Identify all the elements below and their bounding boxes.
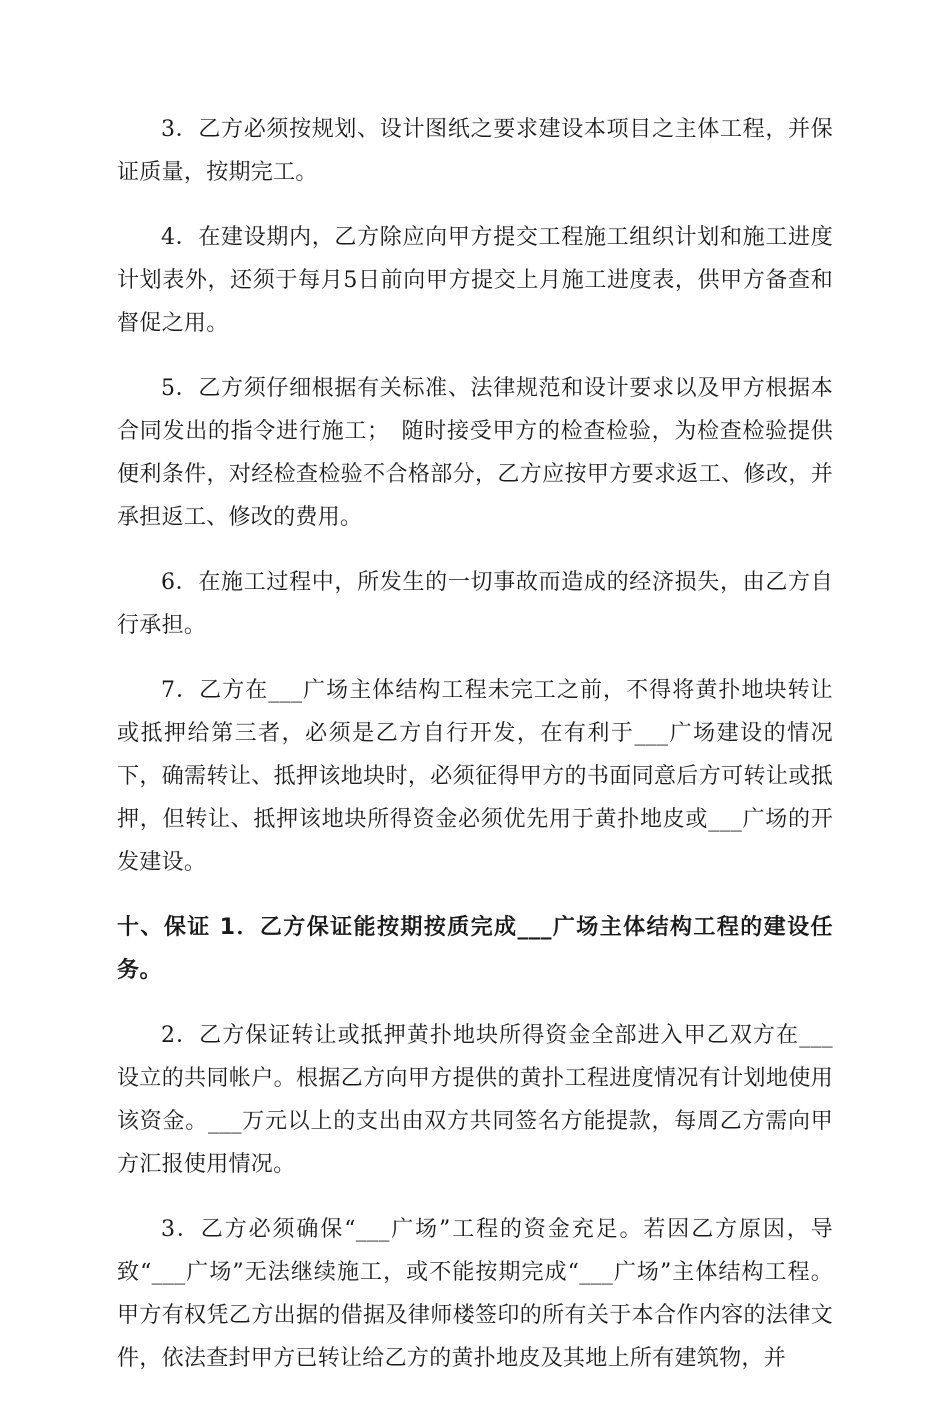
clause-9-5: 5．乙方须仔细根据有关标准、法律规范和设计要求以及甲方根据本合同发出的指令进行施工； 随时接受甲方的检查检验，为检查检验提供便利条件，对经检查检验不合格部分，乙方应按甲方要求返工、修改，并承担返工、修改的费用。 [117, 376, 833, 530]
section-10-heading: 十、保证 1．乙方保证能按期按质完成___广场主体结构工程的建设任务。 [117, 915, 833, 983]
clause-9-7: 7．乙方在___广场主体结构工程未完工之前，不得将黄扑地块转让或抵押给第三者，必须是乙方自行开发，在有利于___广场建设的情况下，确需转让、抵押该地块时，必须征得甲方的书面同意后方可转让或抵押，但转让、抵押该地块所得资金必须优先用于黄扑地皮或___广场的开发建设。 [117, 678, 833, 875]
clause-10-3: 3．乙方必须确保“___广场”工程的资金充足。若因乙方原因，导致“___广场”无法继续施工，或不能按期完成“___广场”主体结构工程。甲方有权凭乙方出据的借据及律师楼签印的所有关于本合作内容的法律文件，依法查封甲方已转让给乙方的黄扑地皮及其地上所有建筑物，并 [117, 1217, 833, 1371]
clause-9-6: 6．在施工过程中，所发生的一切事故而造成的经济损失，由乙方自行承担。 [117, 570, 833, 638]
clause-9-4: 4．在建设期内，乙方除应向甲方提交工程施工组织计划和施工进度计划表外，还须于每月5日前向甲方提交上月施工进度表，供甲方备查和督促之用。 [117, 225, 833, 336]
document-page [117, 108, 833, 1402]
clause-10-2: 2．乙方保证转让或抵押黄扑地块所得资金全部进入甲乙双方在___设立的共同帐户。根据乙方向甲方提供的黄扑工程进度情况有计划地使用该资金。___万元以上的支出由双方共同签名方能提款，每周乙方需向甲方汇报使用情况。 [117, 1023, 833, 1177]
clause-9-3: 3．乙方必须按规划、设计图纸之要求建设本项目之主体工程，并保证质量，按期完工。 [117, 117, 833, 185]
